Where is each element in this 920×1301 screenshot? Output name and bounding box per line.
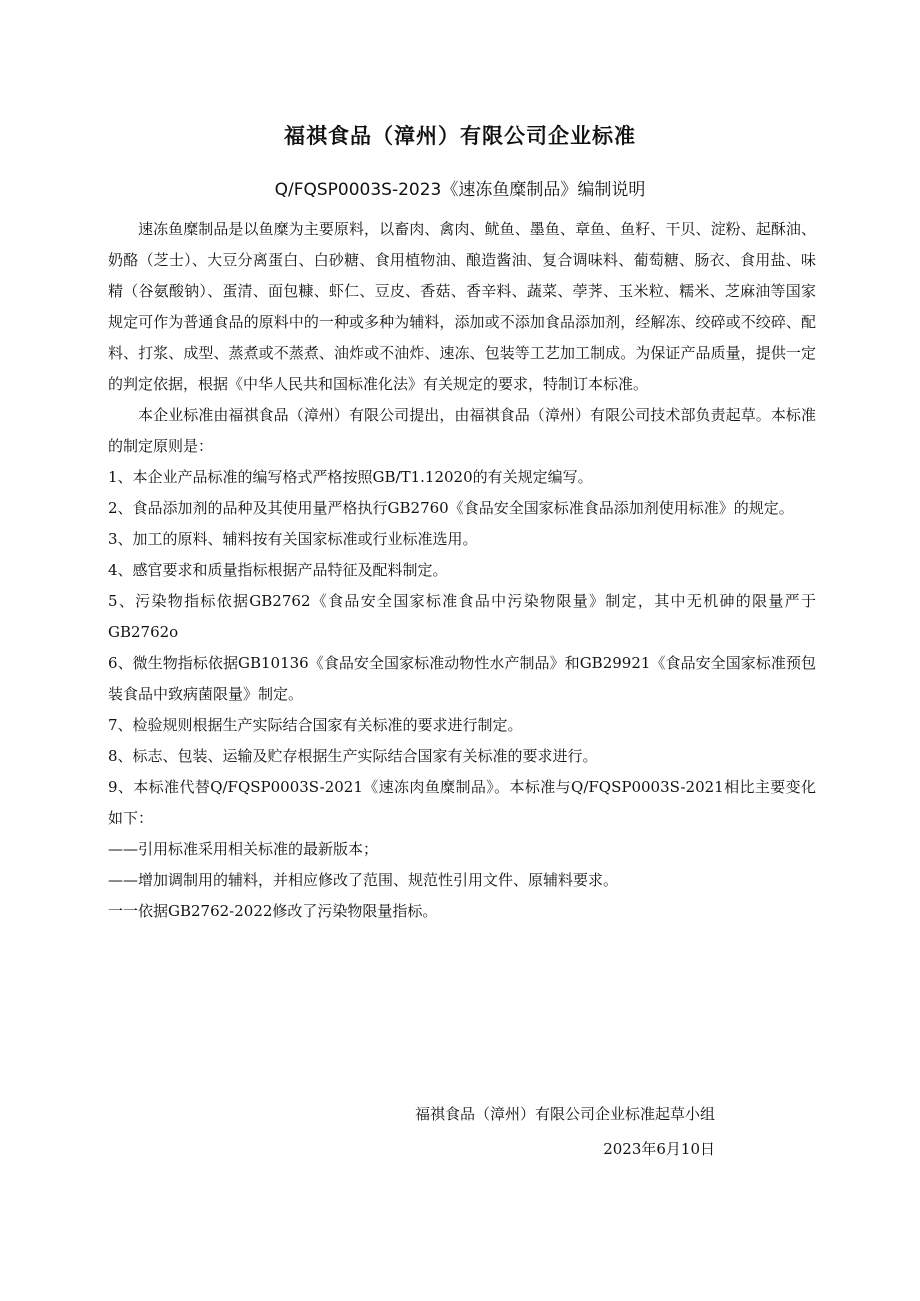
document-subtitle: Q/FQSP0003S-2023《速冻鱼糜制品》编制说明 [274,180,646,200]
signature-date: 2023年6月10日 [603,1140,715,1158]
list-item: 8、标志、包装、运输及贮存根据生产实际结合国家有关标准的要求进行。 [108,747,598,765]
list-item: 9、本标准代替Q/FQSP0003S-2021《速冻肉鱼糜制品》。本标准与Q/FQSP0003S-2021相比主要变化如下： [108,778,816,827]
signature-organization: 福祺食品（漳州）有限公司企业标准起草小组 [414,1105,715,1123]
change-item: ——引用标准采用相关标准的最新版本； [108,840,379,858]
list-item: 7、检验规则根据生产实际结合国家有关标准的要求进行制定。 [108,716,523,734]
drafting-paragraph: 本企业标准由福祺食品（漳州）有限公司提出，由福祺食品（漳州）有限公司技术部负责起草。本标准的制定原则是： [108,406,816,455]
document-body [108,214,816,927]
change-item: 一一依据GB2762-2022修改了污染物限量指标。 [108,902,438,920]
list-item: 2、食品添加剂的品种及其使用量严格执行GB2760《食品安全国家标准食品添加剂使用标准》的规定。 [108,499,794,517]
list-item: 3、加工的原料、辅料按有关国家标准或行业标准选用。 [108,530,478,548]
list-item: 5、污染物指标依据GB2762《食品安全国家标准食品中污染物限量》制定，其中无机砷的限量严于GB2762o [108,592,816,641]
intro-paragraph: 速冻鱼糜制品是以鱼糜为主要原料，以畜肉、禽肉、鱿鱼、墨鱼、章鱼、鱼籽、干贝、淀粉、起酥油、奶酪（芝士）、大豆分离蛋白、白砂糖、食用植物油、酿造酱油、复合调味料、葡萄糖、肠衣、食用盐、味精（谷氨酸钠）、蛋清、面包糠、虾仁、豆皮、香菇、香辛料、蔬菜、荸荠、玉米粒、糯米、芝麻油等国家规定可作为普通食品的原料中的一种或多种为辅料，添加或不添加食品添加剂，经解冻、绞碎或不绞碎、配料、打浆、成型、蒸煮或不蒸煮、油炸或不油炸、速冻、包装等工艺加工制成。为保证产品质量，提供一定的判定依据，根据《中华人民共和国标准化法》有关规定的要求，特制订本标准。 [108,220,816,393]
list-item: 6、微生物指标依据GB10136《食品安全国家标准动物性水产制品》和GB29921《食品安全国家标准预包装食品中致病菌限量》制定。 [108,654,816,703]
document-title: 福祺食品（漳州）有限公司企业标准 [284,124,636,148]
list-item: 4、感官要求和质量指标根据产品特征及配料制定。 [108,561,448,579]
list-item: 1、本企业产品标准的编写格式严格按照GB/T1.12020的有关规定编写。 [108,468,593,486]
change-item: ——增加调制用的辅料，并相应修改了范围、规范性引用文件、原辅料要求。 [108,871,619,889]
